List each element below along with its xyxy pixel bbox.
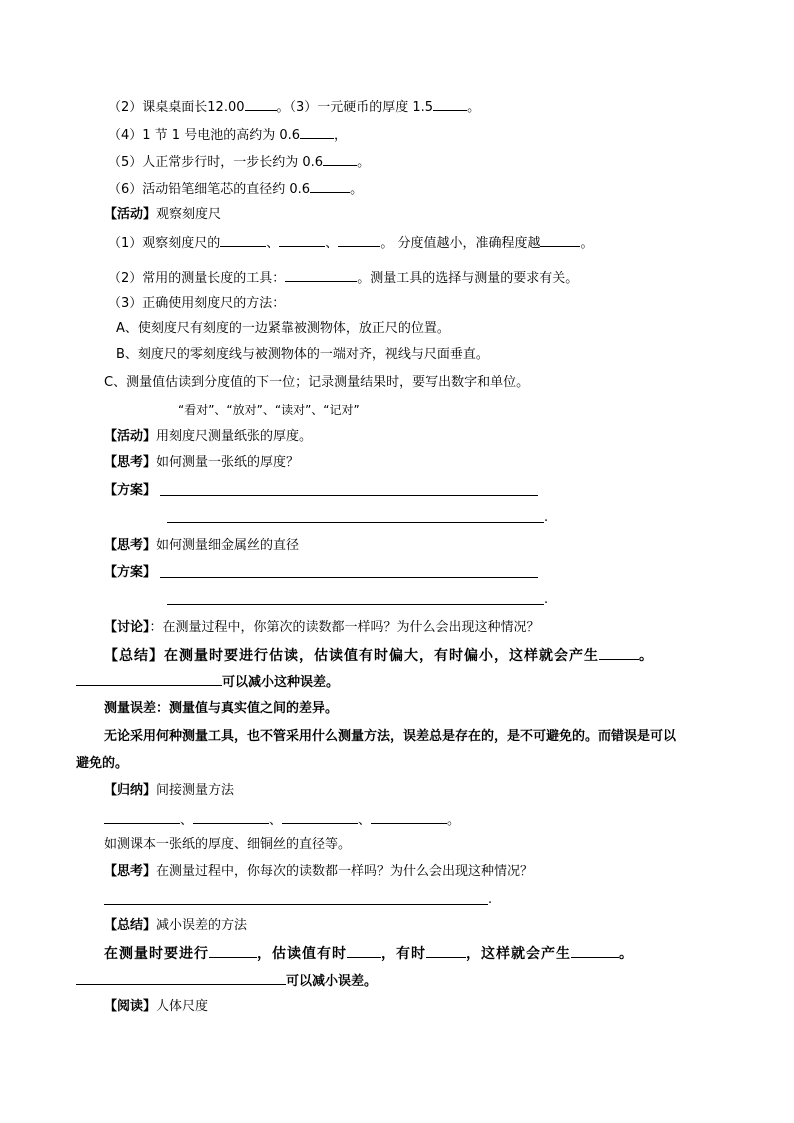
item-text: 。 (357, 155, 371, 170)
reading-heading (104, 999, 208, 1015)
item-text: 、 (266, 236, 280, 251)
section-tag: 【方案】 (104, 483, 157, 498)
measuring-tools-line (108, 269, 578, 287)
section-title: 用刻度尺测量纸张的厚度。 (156, 429, 313, 444)
item-text: 、 (358, 813, 372, 828)
answer-blank[interactable] (104, 811, 180, 824)
summary-heading-reduce (104, 918, 247, 934)
error-vs-mistake-line2: 避免的。 (76, 756, 129, 771)
answer-blank[interactable] (76, 673, 222, 686)
item-text: 。 (350, 182, 364, 197)
summary-text: ，这样就会产生 (466, 946, 571, 962)
section-tag: 【思考】 (104, 455, 157, 470)
section-title: 如何测量一张纸的厚度？ (156, 455, 300, 470)
summary-text: 【总结】在测量时要进行估读，估读值有时偏大，有时偏小，这样就会产生 (104, 648, 599, 664)
answer-blank[interactable] (338, 234, 380, 247)
item-text: 。测量工具的选择与测量的要求有关。 (357, 271, 579, 286)
ruler-method-heading: （3）正确使用刻度尺的方法： (108, 296, 286, 311)
answer-line[interactable] (167, 604, 544, 605)
section-tag: 【活动】 (104, 429, 157, 444)
summary-fill-line (104, 945, 634, 963)
item-text: 、 (325, 236, 339, 251)
answer-blank[interactable] (300, 126, 334, 139)
item-text: 、 (180, 813, 194, 828)
summary-text: 。 (639, 648, 654, 664)
answer-blank[interactable] (282, 811, 358, 824)
ruler-observe-line (108, 234, 593, 252)
answer-blank[interactable] (245, 98, 277, 111)
period-mark: . (488, 892, 493, 907)
answer-blank[interactable] (371, 811, 447, 824)
section-title: 在测量过程中，你每次的读数都一样吗？为什么会出现这种情况？ (156, 864, 534, 879)
answer-line[interactable] (104, 904, 488, 905)
think-heading-readings (104, 864, 533, 880)
four-correct-motto: “看对”、“放对”、“读对”、“记对” (178, 403, 360, 417)
answer-blank[interactable] (540, 234, 580, 247)
answer-blank[interactable] (76, 972, 286, 985)
exercise-item-5 (108, 153, 370, 171)
answer-blank[interactable] (323, 153, 357, 166)
section-title: 减小误差的方法 (156, 918, 248, 933)
induction-heading (104, 783, 234, 799)
section-title: 如何测量细金属丝的直径 (156, 538, 300, 553)
answer-line[interactable] (160, 495, 538, 496)
item-text: （2）常用的测量长度的工具： (108, 271, 286, 286)
section-tag: 【活动】 (104, 207, 157, 222)
answer-blank[interactable] (571, 945, 619, 958)
error-vs-mistake-line1: 无论采用何种测量工具，也不管采用什么测量方法，误差总是存在的，是不可避免的。而错误是可以 (104, 729, 677, 744)
summary-estimate-line (104, 647, 654, 665)
section-tag: 【归纳】 (104, 783, 157, 798)
exercise-item-6 (108, 180, 363, 198)
exercise-item-2-3 (108, 98, 480, 116)
answer-blank[interactable] (285, 269, 357, 282)
item-text: 、 (269, 813, 283, 828)
section-title: 人体尺度 (156, 999, 209, 1014)
item-text: （4）1 节 1 号电池的高约为 0.6 (108, 128, 301, 143)
answer-blank[interactable] (599, 647, 639, 660)
answer-blank[interactable] (209, 945, 257, 958)
section-tag: 【方案】 (104, 565, 157, 580)
indirect-examples: 如测课本一张纸的厚度、细铜丝的直径等。 (104, 837, 352, 852)
item-text: 。 分度值越小，准确程度越 (380, 236, 541, 251)
item-text: 。（3）一元硬币的厚度 1.5 (276, 100, 434, 115)
exercise-item-4 (108, 126, 347, 144)
section-title: ：在测量过程中，你第次的读数都一样吗？为什么会出现这种情况？ (149, 620, 540, 635)
ruler-method-b: B、刻度尺的零刻度线与被测物体的一端对齐，视线与尺面垂直。 (116, 347, 489, 362)
answer-blank[interactable] (433, 98, 467, 111)
item-text: （5）人正常步行时，一步长约为 0.6 (108, 155, 324, 170)
section-tag: 【讨论】 (104, 620, 150, 635)
answer-blank[interactable] (310, 180, 350, 193)
think-heading-wire (104, 538, 299, 554)
period-mark: . (544, 510, 549, 525)
activity-heading-paper (104, 429, 312, 445)
answer-blank[interactable] (279, 234, 325, 247)
plan-label-wire (104, 565, 156, 581)
item-text: ， (334, 128, 348, 143)
indirect-methods-blanks (104, 811, 460, 829)
summary-reduce-line (76, 673, 339, 691)
answer-blank[interactable] (220, 234, 266, 247)
answer-blank[interactable] (426, 945, 466, 958)
discussion-heading (104, 620, 540, 636)
section-tag: 【总结】 (104, 918, 157, 933)
summary-text: 可以减小这种误差。 (222, 675, 340, 690)
section-title: 间接测量方法 (156, 783, 235, 798)
activity-heading-ruler (104, 207, 221, 223)
period-mark: . (544, 592, 549, 607)
answer-line[interactable] (167, 522, 544, 523)
item-text: （1）观察刻度尺的 (108, 236, 221, 251)
summary-reduce-line-2 (76, 972, 377, 990)
plan-label-paper (104, 483, 156, 499)
answer-blank[interactable] (347, 945, 381, 958)
section-title: 观察刻度尺 (156, 207, 222, 222)
item-text: （6）活动铅笔细笔芯的直径约 0.6 (108, 182, 311, 197)
summary-text: 。 (619, 946, 634, 962)
section-tag: 【阅读】 (104, 999, 157, 1014)
summary-text: 可以减小误差。 (286, 974, 378, 989)
section-tag: 【思考】 (104, 864, 157, 879)
answer-line[interactable] (160, 577, 538, 578)
item-text: （2）课桌桌面长12.00 (108, 100, 245, 115)
summary-text: 在测量时要进行 (104, 946, 209, 962)
section-tag: 【思考】 (104, 538, 157, 553)
error-definition: 测量误差：测量值与真实值之间的差异。 (104, 701, 339, 716)
summary-text: ，估读值有时 (257, 946, 347, 962)
item-text: 。 (580, 236, 594, 251)
summary-text: ，有时 (381, 946, 426, 962)
item-text: 。 (447, 813, 461, 828)
answer-blank[interactable] (193, 811, 269, 824)
ruler-method-c: C、测量值估读到分度值的下一位；记录测量结果时，要写出数字和单位。 (104, 375, 530, 390)
think-heading-paper (104, 455, 299, 471)
item-text: 。 (467, 100, 481, 115)
ruler-method-a: A、使刻度尺有刻度的一边紧靠被测物体，放正尺的位置。 (116, 321, 450, 336)
